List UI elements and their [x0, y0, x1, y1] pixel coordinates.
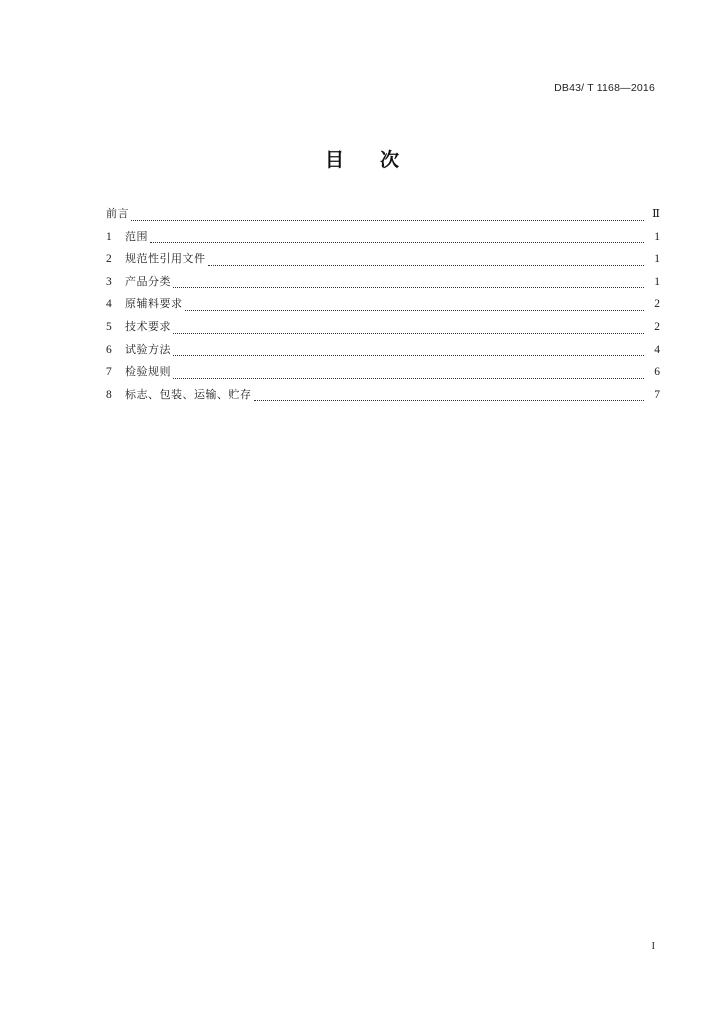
- toc-entry-product-classification[interactable]: [106, 274, 660, 297]
- toc-entry-page: 7: [654, 388, 660, 401]
- toc-entry-test-methods[interactable]: [106, 342, 660, 365]
- toc-entry-label: 检验规则: [125, 365, 171, 379]
- toc-entry-page: 1: [654, 275, 660, 288]
- toc-entry-number: 3: [106, 275, 112, 288]
- toc-entry-number: 2: [106, 253, 112, 266]
- toc-leader-dots: [254, 399, 645, 401]
- toc-entry-label: 前言: [106, 207, 129, 220]
- toc-leader-dots: [173, 332, 644, 334]
- toc-entry-number: 7: [106, 366, 112, 379]
- toc-entry-number: 8: [106, 388, 112, 401]
- toc-leader-dots: [131, 219, 644, 221]
- toc-entry-page: 1: [654, 230, 660, 243]
- toc-leader-dots: [150, 241, 644, 243]
- toc-entry-number: 1: [106, 230, 112, 243]
- toc-leader-dots: [173, 354, 644, 356]
- toc-entry-page: 1: [654, 253, 660, 266]
- toc-entry-label: 规范性引用文件: [125, 252, 206, 266]
- toc-entry-label: 范围: [125, 229, 148, 243]
- toc-leader-dots: [173, 377, 644, 379]
- toc-entry-inspection-rules[interactable]: [106, 364, 660, 387]
- toc-entry-page: Ⅱ: [652, 208, 660, 220]
- toc-entry-number: 5: [106, 320, 112, 333]
- toc-entry-foreword[interactable]: [106, 206, 660, 229]
- toc-entry-label: 产品分类: [125, 274, 171, 288]
- toc-entry-label: 标志、包装、运输、贮存: [125, 387, 252, 401]
- toc-entry-scope[interactable]: [106, 229, 660, 252]
- toc-leader-dots: [173, 286, 644, 288]
- toc-entry-raw-materials[interactable]: [106, 296, 660, 319]
- toc-leader-dots: [185, 309, 645, 311]
- standard-code: DB43/ T 1168—2016: [554, 82, 655, 94]
- toc-entry-label: 原辅料要求: [125, 297, 183, 311]
- toc-entry-label: 试验方法: [125, 342, 171, 356]
- toc-entry-page: 2: [654, 298, 660, 311]
- toc-title-part1: 目: [324, 149, 344, 171]
- toc-entry-normative-references[interactable]: [106, 251, 660, 274]
- toc-entry-marking-packaging[interactable]: [106, 387, 660, 410]
- toc-entry-number: 6: [106, 343, 112, 356]
- toc-entry-page: 6: [654, 366, 660, 379]
- toc-entry-technical-requirements[interactable]: [106, 319, 660, 342]
- toc-title-part2: 次: [380, 149, 400, 171]
- page-number: I: [651, 941, 655, 952]
- toc-list: [106, 206, 660, 409]
- toc-entry-number: 4: [106, 298, 112, 311]
- toc-entry-page: 4: [654, 343, 660, 356]
- toc-title: [0, 145, 724, 172]
- toc-entry-page: 2: [654, 320, 660, 333]
- toc-entry-label: 技术要求: [125, 319, 171, 333]
- toc-leader-dots: [208, 264, 645, 266]
